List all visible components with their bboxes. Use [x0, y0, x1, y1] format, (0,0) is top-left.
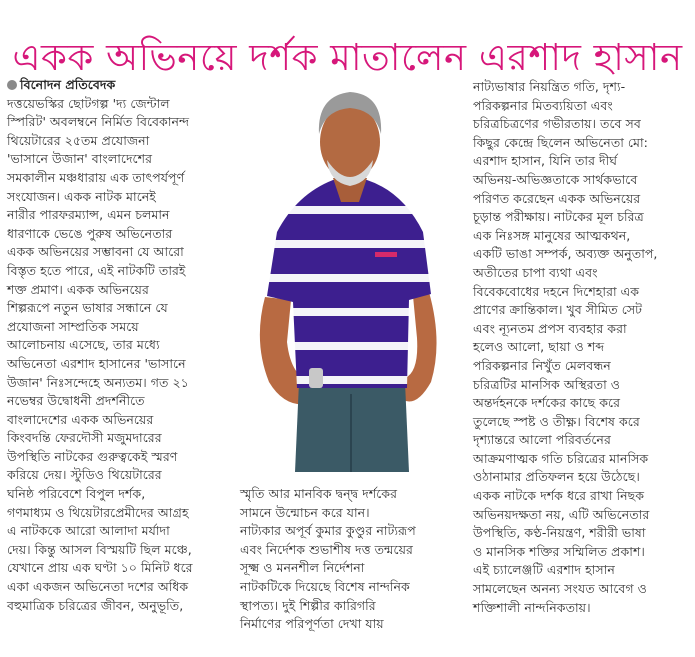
text-line: স্থাপত্য। দুই শিল্পীর কারিগরি [240, 597, 376, 613]
text-line: অভিনয়-অভিজ্ঞতাকে সার্থকভাবে [473, 171, 638, 187]
text-line: এই চ্যালেঞ্জটি এরশাদ হাসান [473, 562, 615, 578]
text-line: শিল্পরূপে নতুন ভাষার সন্ধানে যে [7, 300, 168, 316]
headline: একক অভিনয়ে দর্শক মাতালেন এরশাদ হাসান [12, 35, 683, 79]
text-line: পরিকল্পনার নিখুঁত মেলবন্ধন [473, 357, 611, 373]
column-1-body [7, 95, 232, 616]
text-line: বিস্তৃত হতে পারে, এই নাটকটি তারই [7, 262, 186, 278]
text-line: উজান' নিঃসন্দেহে অন্যতম। গত ২১ [7, 374, 189, 390]
text-line: এক নিঃসঙ্গ মানুষের আত্মকথন, [473, 227, 631, 243]
text-line: আক্রমণাত্মক গতি চরিত্রের মানসিক [473, 450, 649, 466]
text-line: পরিকল্পনার মিতব্যয়িতা এবং [473, 97, 613, 113]
text-line: দেয়। কিন্তু আসল বিস্ময়টি ছিল মঞ্চে, [7, 541, 192, 557]
text-line: উপস্থিতি নাটকের গুরুত্বকেই স্মরণ [7, 448, 178, 464]
text-line: অতীতের চাপা ব্যথা এবং [473, 264, 598, 280]
text-line: দত্তয়েভস্কির ছোটগল্প 'দ্য জেন্টাল [7, 95, 170, 111]
column-2-body [240, 485, 465, 634]
text-line: উপস্থিতি, কণ্ঠ-নিয়ন্ত্রণ, শরীরী ভাষা [473, 525, 646, 541]
text-line: নারীর পারফরম্যান্স, এমন চলমান [7, 207, 170, 223]
text-line: একটি ভাঙা সম্পর্ক, অব্যক্ত অনুতাপ, [473, 246, 658, 262]
text-line: এবং নির্দেশক শুভাশীষ দত্ত তন্ময়ের [240, 541, 413, 557]
text-line: নির্মাণের পরিপূর্ণতা দেখা যায় [240, 616, 384, 632]
text-line: তুলেছে স্পষ্ট ও তীক্ষ্ণ। বিশেষ করে [473, 413, 640, 429]
text-line: স্মৃতি আর মানবিক দ্বন্দ্ব দর্শকের [240, 486, 398, 501]
text-line: বিবেকবোধের দহনে দিশেহারা এক [473, 283, 640, 299]
text-line: প্রাণের ক্রান্তিকাল। খুব সীমিত সেট [473, 302, 643, 318]
text-line: এরশাদ হাসান, যিনি তার দীর্ঘ [473, 153, 618, 169]
byline-text: বিনোদন প্রতিবেদক [20, 77, 116, 92]
text-line: সংযোজন। একক নাটক মানেই [7, 188, 156, 204]
text-line: করিয়ে দেয়। স্টুডিও থিয়েটারের [7, 467, 162, 483]
text-line: ঘনিষ্ঠ পরিবেশে বিপুল দর্শক, [7, 486, 146, 502]
text-line: ও মানসিক শক্তির সম্মিলিত প্রকাশ। [473, 543, 645, 559]
bullet-icon [7, 80, 17, 90]
text-line: চূড়ান্ত পরীক্ষায়। নাটকের মূল চরিত্র [473, 209, 644, 225]
text-line: বাংলাদেশের একক অভিনয়ের [7, 411, 154, 427]
byline [7, 76, 232, 95]
text-line: এবং ন্যূনতম প্রপস ব্যবহার করা [473, 320, 627, 336]
text-line: একক নাটকে দর্শক ধরে রাখা নিছক [473, 488, 645, 504]
text-line: একক অভিনয়ের সম্ভাবনা যে আরো [7, 244, 184, 260]
actor-photo [247, 82, 447, 472]
article-column-2 [240, 485, 465, 634]
text-line: অভিনেতা এরশাদ হাসানের 'ভাসানে [7, 355, 186, 371]
text-line: কিছুর কেন্দ্রে ছিলেন অভিনেতা মো: [473, 134, 648, 150]
text-line: শক্ত প্রমাণ। একক অভিনয়ের [7, 281, 149, 297]
text-line: অন্তর্দহনকে দর্শকের কাছে করে [473, 395, 621, 411]
text-line: নাটকটিকে দিয়েছে বিশেষ নান্দনিক [240, 578, 410, 594]
text-line: ধারণাকে ভেঙে পুরুষ অভিনেতার [7, 225, 173, 241]
text-line: শক্তিশালী নান্দনিকতায়। [473, 599, 591, 615]
text-line: সামলেছেন অনন্য সংযত আবেগ ও [473, 581, 647, 597]
text-line: নাট্যভাষার নিয়ন্ত্রিত গতি, দৃশ্য- [473, 79, 626, 94]
article-column-3 [473, 78, 693, 617]
text-line: ওঠানামার প্রতিফলন হয়ে উঠেছে। [473, 469, 640, 485]
text-line: আলোচনায় এসেছে, তার মধ্যে [7, 337, 160, 353]
text-line: পরিণত করেছেন একক অভিনয়ের [473, 190, 641, 206]
text-line: থিয়েটারের ২৫তম প্রযোজনা [7, 132, 150, 148]
text-line: কিংবদন্তি ফেরদৌসী মজুমদারের [7, 430, 162, 446]
text-line: দৃশ্যান্তরে আলো পরিবর্তনের [473, 432, 611, 448]
article-column-1 [7, 76, 232, 615]
text-line: যেখানে প্রায় এক ঘণ্টা ১০ মিনিট ধরে [7, 560, 193, 576]
text-line: স্পিরিট' অবলম্বনে নির্মিত বিবেকানন্দ [7, 114, 190, 130]
text-line: সামনে উন্মোচন করে যান। [240, 504, 370, 520]
text-line: সূক্ষ্ম ও মননশীল নির্দেশনা [240, 560, 365, 576]
text-line: নাট্যকার অপূর্ব কুমার কুণ্ডুর নাট্যরূপ [240, 523, 416, 539]
text-line: বহুমাত্রিক চরিত্রের জীবন, অনুভূতি, [7, 597, 184, 613]
text-line: 'ভাসানে উজান' বাংলাদেশের [7, 151, 152, 167]
column-3-body [473, 78, 693, 617]
text-line: চরিত্রচিত্রণের গভীরতায়। তবে সব [473, 116, 641, 132]
text-line: চরিত্রটির মানসিক অস্থিরতা ও [473, 376, 621, 392]
text-line: অভিনয়দক্ষতা নয়, এটি অভিনেতার [473, 506, 650, 522]
text-line: হলেও আলো, ছায়া ও শব্দ [473, 339, 605, 355]
text-line: প্রযোজনা সাম্প্রতিক সময়ে [7, 318, 139, 334]
text-line: নভেম্বর উদ্বোধনী প্রদর্শনীতে [7, 393, 145, 409]
text-line: একা একজন অভিনেতা দশের অধিক [7, 579, 189, 595]
text-line: এ নাটককে আরো আলাদা মর্যাদা [7, 523, 170, 539]
text-line: গণমাধ্যম ও থিয়েটারপ্রেমীদের আগ্রহ [7, 504, 189, 520]
text-line: সমকালীন মঞ্চধারায় এক তাৎপর্যপূর্ণ [7, 169, 185, 185]
